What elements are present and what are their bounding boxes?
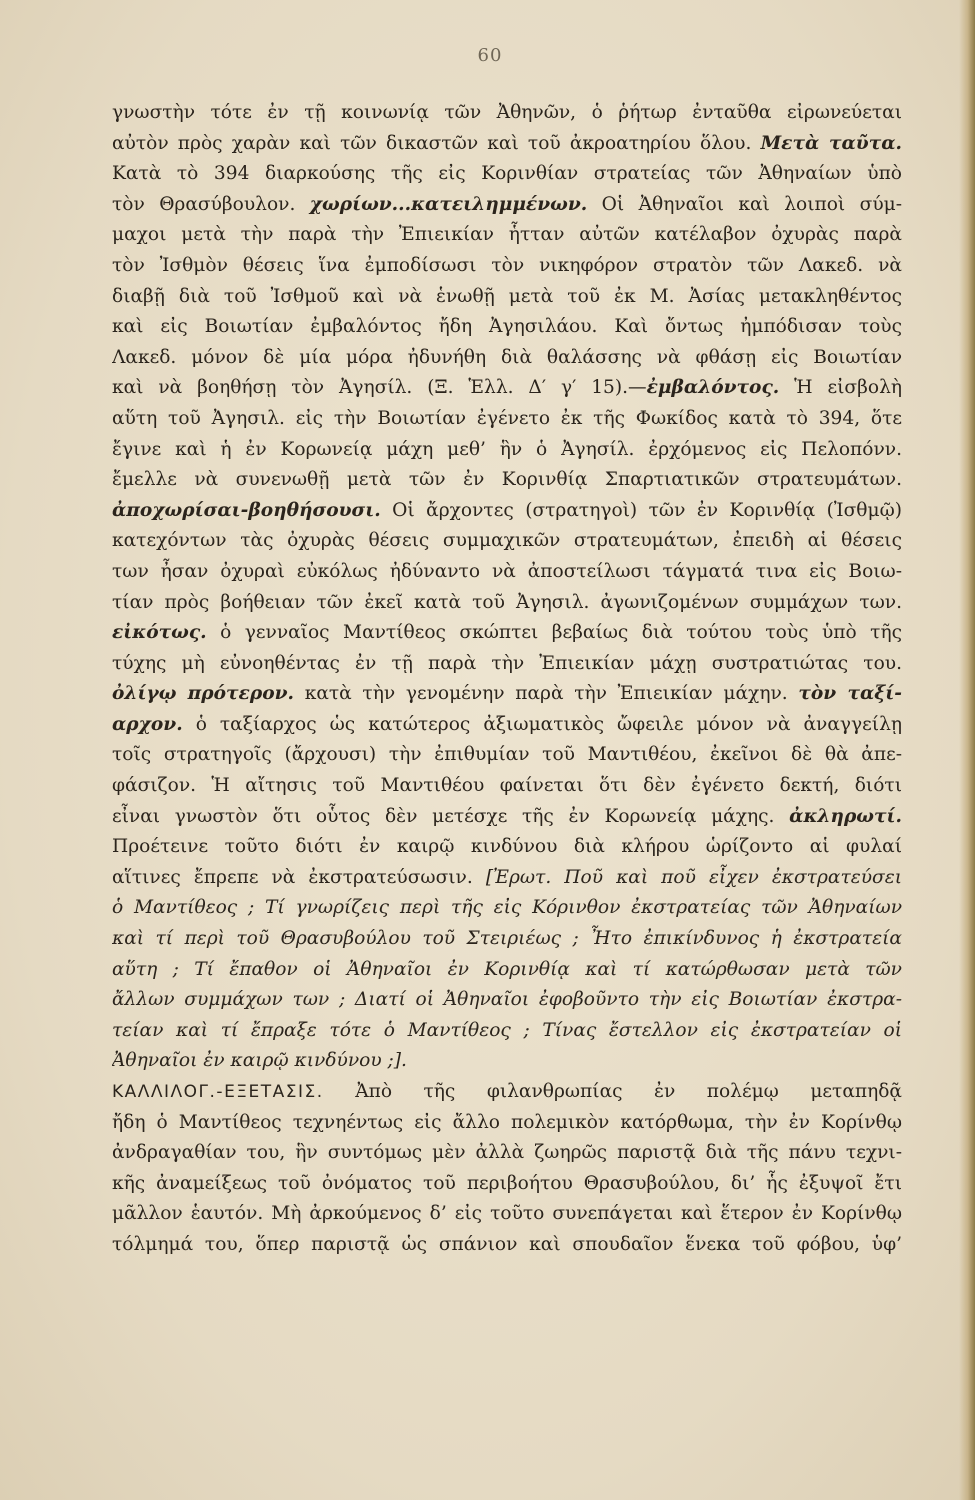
text-segment: γνωστὴν τότε ἐν τῇ κοινωνίᾳ τῶν Ἀθηνῶν, ὁ ῥήτωρ ἐνταῦθα εἰρωνεύεται [112, 102, 902, 123]
text-line [112, 557, 902, 588]
text-segment: κῆς ἀναμείξεως τοῦ ὀνόματος τοῦ περιβοήτου Θρασυβούλου, δι’ ἧς ἐξυψοῖ ἔτι [112, 1172, 902, 1194]
text-line [112, 496, 902, 527]
text-line [112, 1016, 902, 1047]
text-line [112, 404, 902, 435]
text-line [112, 710, 902, 741]
text-line [112, 1169, 902, 1200]
text-line [112, 435, 902, 466]
text-line [112, 924, 902, 955]
text-segment: τοῖς στρατηγοῖς (ἄρχουσι) τὴν ἐπιθυμίαν τοῦ Μαντιθέου, ἐκεῖνοι δὲ θὰ ἀπε- [112, 744, 902, 766]
text-segment: τὸν Θρασύβουλον. [112, 193, 310, 215]
text-line [112, 159, 902, 190]
text-segment: αὐτὸν πρὸς χαρὰν καὶ τῶν δικαστῶν καὶ τοῦ ἀκροατηρίου ὅλου. [112, 132, 761, 154]
text-line [112, 1077, 902, 1108]
text-segment: τύχης μὴ εὐνοηθέντας ἐν τῇ παρὰ τὴν Ἐπιεικίαν μάχῃ συστρατιώτας του. [112, 652, 902, 674]
text-segment: κατεχόντων τὰς ὀχυρὰς θέσεις συμμαχικῶν στρατευμάτων, ἐπειδὴ αἱ θέσεις [112, 530, 902, 552]
lemma: ἀκληρωτί. [789, 805, 902, 827]
text-line [112, 98, 902, 129]
text-segment: καὶ νὰ βοηθήσῃ τὸν Ἀγησίλ. (Ξ. Ἑλλ. Δ′ γ′ 15).— [112, 377, 647, 399]
text-segment: φάσιζον. Ἡ αἴτησις τοῦ Μαντιθέου φαίνεται ὅτι δὲν ἐγένετο δεκτή, διότι [112, 775, 902, 797]
text-line [112, 1046, 902, 1077]
lemma: Μετὰ ταῦτα. [760, 132, 902, 154]
text-segment: μᾶλλον ἑαυτόν. Μὴ ἀρκούμενος δ’ εἰς τοῦτο συνεπάγεται καὶ ἕτερον ἐν Κορίνθῳ [112, 1203, 902, 1225]
text-segment: Προέτεινε τοῦτο διότι ἐν καιρῷ κινδύνου διὰ κλήρου ὡρίζοντο αἱ φυλαί [112, 836, 902, 858]
text-line [112, 1138, 902, 1169]
text-segment: καὶ εἰς Βοιωτίαν ἐμβαλόντος ἤδη Ἀγησιλάου. Καὶ ὄντως ἠμπόδισαν τοὺς [112, 316, 902, 338]
section-heading: ΚΑΛΛΙΛΟΓ.-ΕΞΕΤΑΣΙΣ. [112, 1082, 324, 1102]
page-edge [959, 0, 975, 1500]
text-line [112, 863, 902, 894]
text-line [112, 312, 902, 343]
text-segment: τόλμημά του, ὅπερ παριστᾷ ὡς σπάνιον καὶ σπουδαῖον ἕνεκα τοῦ φόβου, ὑφ’ [112, 1233, 902, 1255]
text-segment: αὕτη ; Τί ἔπαθον οἱ Ἀθηναῖοι ἐν Κορινθίᾳ καὶ τί κατώρθωσαν μετὰ τῶν [112, 958, 902, 980]
text-segment: διαβῇ διὰ τοῦ Ἰσθμοῦ καὶ νὰ ἑνωθῇ μετὰ τοῦ ἐκ Μ. Ἀσίας μετακληθέντος [112, 285, 902, 307]
lemma: τὸν ταξί- [798, 683, 902, 705]
text-segment: αἵτινες ἔπρεπε νὰ ἐκστρατεύσωσιν. [112, 866, 486, 888]
text-segment: ὁ Μαντίθεος ; Τί γνωρίζεις περὶ τῆς εἰς Κόρινθον ἐκστρατείας τῶν Ἀθηναίων [112, 897, 902, 919]
text-line [112, 343, 902, 374]
text-segment: αὕτη τοῦ Ἀγησιλ. εἰς τὴν Βοιωτίαν ἐγένετο ἐκ τῆς Φωκίδος κατὰ τὸ 394, ὅτε [112, 407, 902, 429]
text-line [112, 649, 902, 680]
text-line [112, 588, 902, 619]
text-line [112, 251, 902, 282]
lemma: ἐμβαλόντος. [646, 377, 780, 399]
text-line [112, 1108, 902, 1139]
text-line [112, 1199, 902, 1230]
text-segment: [Ἐρωτ. Ποῦ καὶ ποῦ εἶχεν ἐκστρατεύσει [485, 866, 902, 888]
text-segment: τὸν Ἰσθμὸν θέσεις ἵνα ἐμποδίσωσι τὸν νικηφόρον στρατὸν τῶν Λακεδ. νὰ [112, 254, 902, 276]
text-line [112, 679, 902, 710]
text-segment: εἶναι γνωστὸν ὅτι οὗτος δὲν μετέσχε τῆς ἐν Κορωνείᾳ μάχης. [112, 805, 790, 827]
text-line [112, 955, 902, 986]
text-segment: τείαν καὶ τί ἔπραξε τότε ὁ Μαντίθεος ; Τίνας ἔστελλον εἰς ἐκστρατείαν οἱ [112, 1019, 902, 1041]
text-segment: ἀνδραγαθίαν του, ἣν συντόμως μὲν ἀλλὰ ζωηρῶς παριστᾷ διὰ τῆς πάνυ τεχνι- [112, 1142, 902, 1164]
text-segment: Οἱ ἄρχοντες (στρατηγοὶ) τῶν ἐν Κορινθίᾳ (Ἰσθμῷ) [380, 499, 902, 521]
text-segment: ὁ ταξίαρχος ὡς κατώτερος ἀξιωματικὸς ὤφειλε μόνον νὰ ἀναγγείλῃ [182, 713, 902, 735]
text-segment: μαχοι μετὰ τὴν παρὰ τὴν Ἐπιεικίαν ἧτταν αὐτῶν κατέλαβον ὀχυρὰς παρὰ [112, 224, 902, 246]
text-segment: ἄλλων συμμάχων των ; Διατί οἱ Ἀθηναῖοι ἐφοβοῦντο τὴν εἰς Βοιωτίαν ἐκστρα- [112, 989, 902, 1011]
text-line [112, 373, 902, 404]
page-number: 60 [477, 45, 503, 66]
text-segment: ἔγινε καὶ ἡ ἐν Κορωνείᾳ μάχη μεθ’ ἣν ὁ Ἀγησίλ. ἐρχόμενος εἰς Πελοπόνν. [112, 438, 902, 460]
text-line [112, 465, 902, 496]
text-line [112, 893, 902, 924]
text-segment: Ἀθηναῖοι ἐν καιρῷ κινδύνου ;]. [112, 1050, 407, 1072]
text-line [112, 1230, 902, 1261]
lemma: αρχον. [112, 713, 183, 735]
text-line [112, 771, 902, 802]
text-line [112, 802, 902, 833]
text-line [112, 985, 902, 1016]
commentary-text [112, 98, 902, 1261]
text-segment: Ἀπὸ τῆς φιλανθρωπίας ἐν πολέμῳ μεταπηδᾷ [323, 1081, 902, 1102]
text-segment: Λακεδ. μόνον δὲ μία μόρα ἠδυνήθη διὰ θαλάσσης νὰ φθάσῃ εἰς Βοιωτίαν [112, 346, 902, 368]
text-segment: Ἡ εἰσβολὴ [779, 377, 902, 399]
text-segment: ὁ γενναῖος Μαντίθεος σκώπτει βεβαίως διὰ τούτου τοὺς ὑπὸ τῆς [206, 622, 902, 644]
lemma: εἰκότως. [112, 622, 207, 644]
text-line [112, 190, 902, 221]
lemma: χωρίων...κατειλημμένων. [309, 193, 588, 215]
text-segment: Κατὰ τὸ 394 διαρκούσης τῆς εἰς Κορινθίαν στρατείας τῶν Ἀθηναίων ὑπὸ [112, 163, 902, 185]
lemma: ἀποχωρίσαι-βοηθήσουσι. [112, 499, 381, 521]
text-line [112, 526, 902, 557]
text-line [112, 282, 902, 313]
text-segment: ἤδη ὁ Μαντίθεος τεχνηέντως εἰς ἄλλο πολεμικὸν κατόρθωμα, τὴν ἐν Κορίνθῳ [112, 1111, 902, 1133]
text-line [112, 740, 902, 771]
text-line [112, 618, 902, 649]
text-segment: των ἦσαν ὀχυραὶ εὐκόλως ἠδύναντο νὰ ἀποστείλωσι τάγματά τινα εἰς Βοιω- [112, 560, 902, 582]
text-line [112, 129, 902, 160]
text-segment: ἔμελλε νὰ συνενωθῇ μετὰ τῶν ἐν Κορινθίᾳ Σπαρτιατικῶν στρατευμάτων. [112, 469, 902, 491]
lemma: ὀλίγῳ πρότερον. [112, 683, 295, 705]
text-line [112, 832, 902, 863]
text-line [112, 220, 902, 251]
text-segment: κατὰ τὴν γενομένην παρὰ τὴν Ἐπιεικίαν μάχην. [294, 683, 799, 705]
text-segment: καὶ τί περὶ τοῦ Θρασυβούλου τοῦ Στειριέως ; Ἦτο ἐπικίνδυνος ἡ ἐκστρατεία [112, 928, 902, 950]
text-segment: Οἱ Ἀθηναῖοι καὶ λοιποὶ σύμ- [587, 193, 902, 215]
text-segment: τίαν πρὸς βοήθειαν τῶν ἐκεῖ κατὰ τοῦ Ἀγησιλ. ἀγωνιζομένων συμμάχων των. [112, 591, 902, 613]
